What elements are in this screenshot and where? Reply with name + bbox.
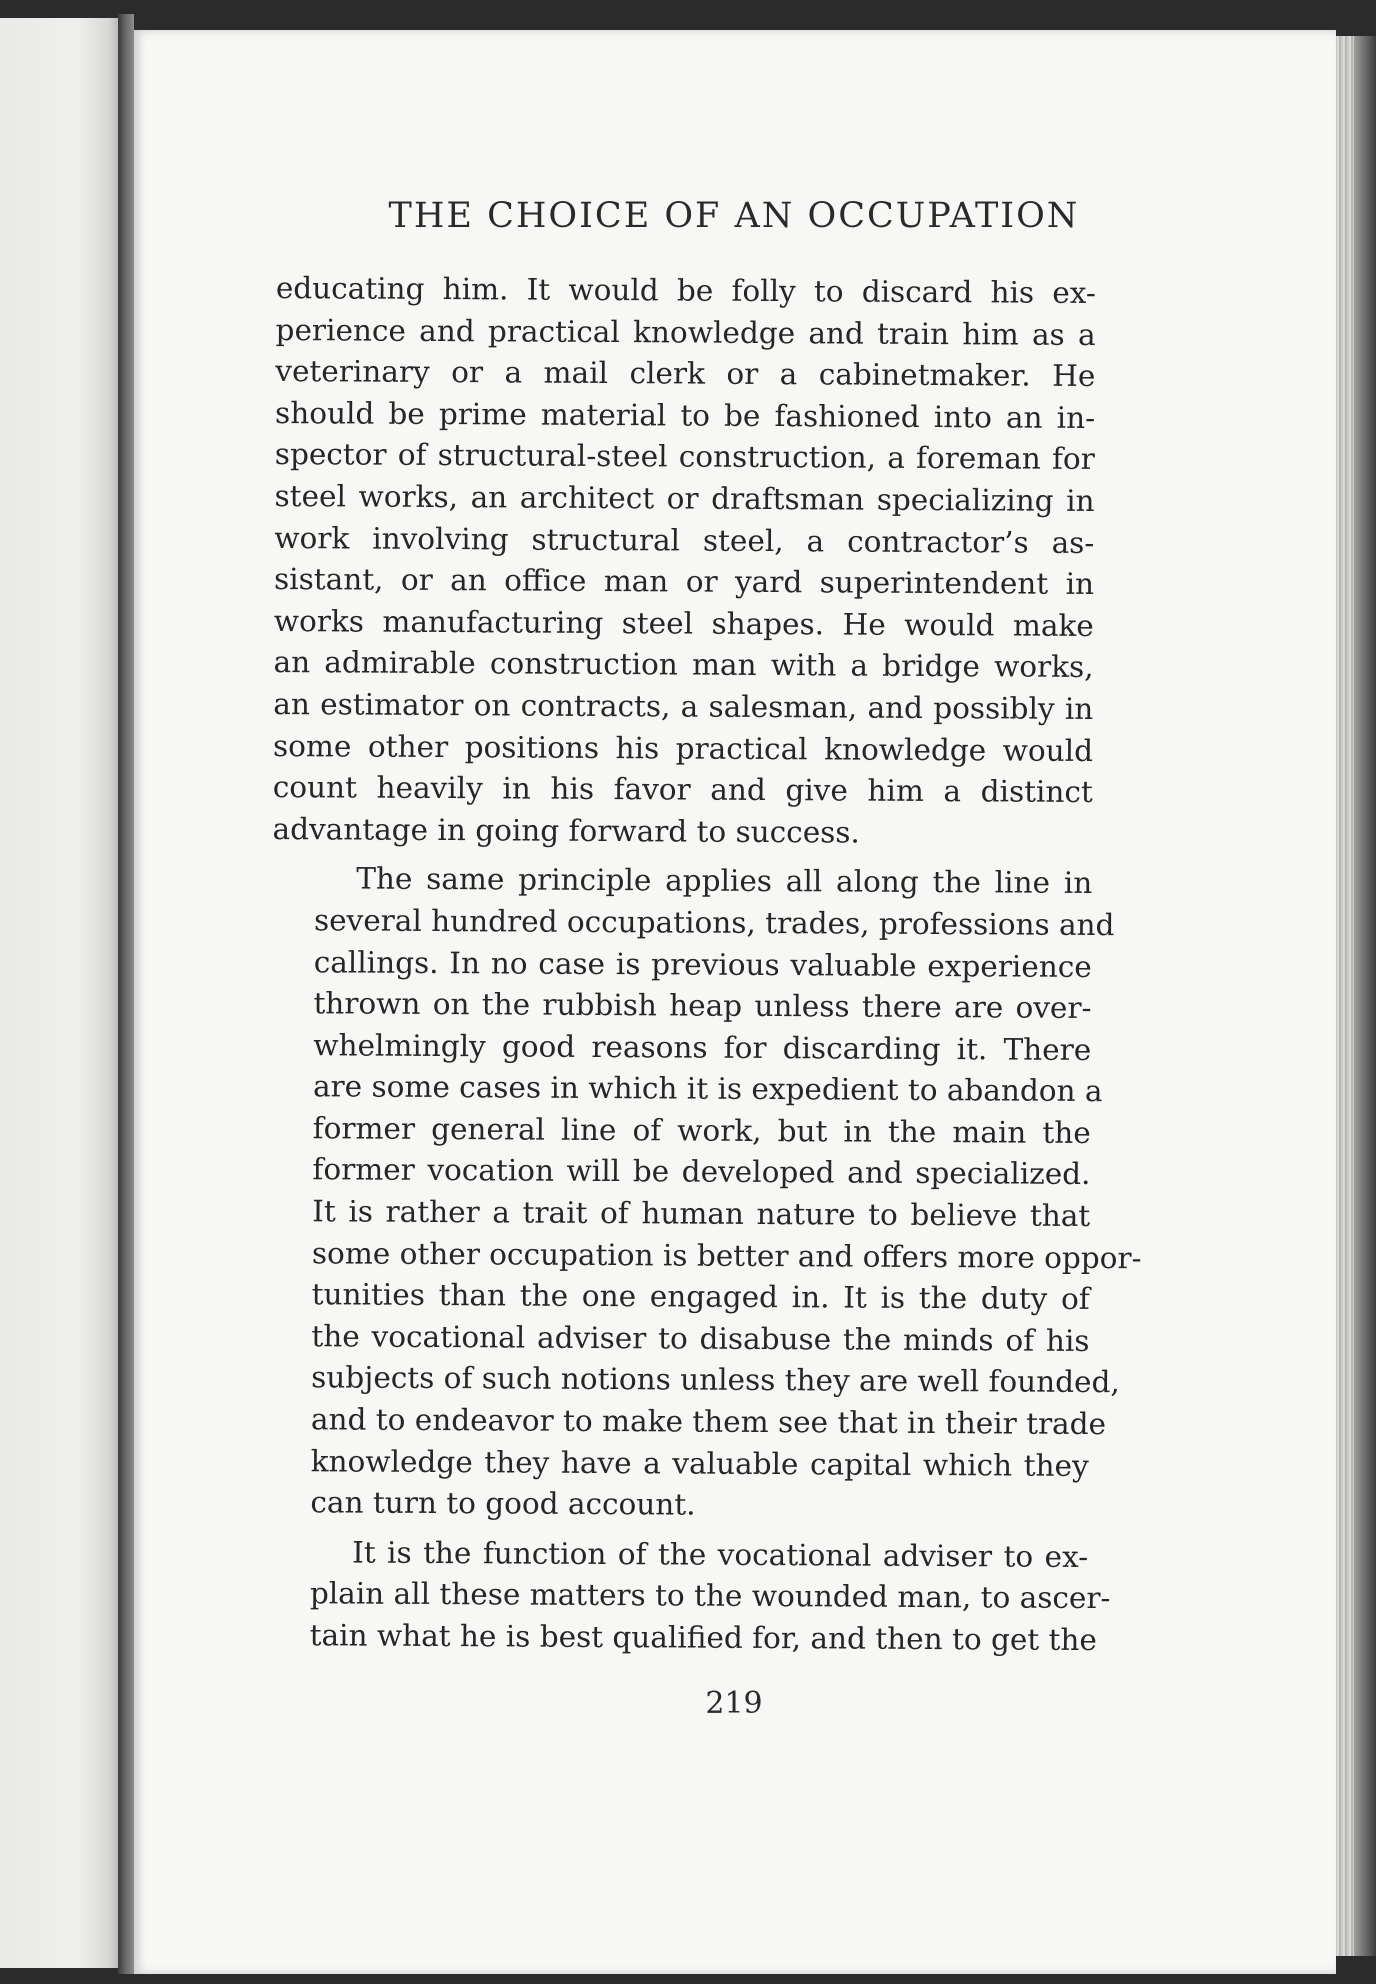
book-gutter bbox=[118, 14, 134, 1974]
text-line: advantage in going forward to success. bbox=[272, 811, 860, 850]
text-line: subjects of such notions unless they are well founded, bbox=[311, 1360, 1120, 1400]
text-line: count heavily in his favor and give him a distinct bbox=[272, 770, 1093, 810]
text-line: tain what he is best qualified for, and then to get the bbox=[309, 1618, 1098, 1658]
facing-page-edge bbox=[0, 18, 128, 1968]
text-line: can turn to good account. bbox=[310, 1485, 696, 1522]
text-line: educating him. It would be folly to discard his ex- bbox=[275, 270, 1096, 311]
text-line: an estimator on contracts, a salesman, and possibly in bbox=[273, 686, 1094, 726]
running-head: THE CHOICE OF AN OCCUPATION bbox=[388, 196, 1080, 236]
text-line: perience and practical knowledge and train him as a bbox=[275, 312, 1096, 352]
text-line: It is rather a trait of human nature to believe that bbox=[312, 1194, 1091, 1234]
text-line: the vocational adviser to disabuse the minds of his bbox=[311, 1319, 1090, 1358]
text-line: former vocation will be developed and specialized. bbox=[312, 1152, 1091, 1192]
text-line: tunities than the one engaged in. It is the duty of bbox=[311, 1277, 1090, 1317]
text-line: are some cases in which it is expedient to abandon a bbox=[312, 1069, 1103, 1109]
text-line: veterinary or a mail clerk or a cabinetmaker. He bbox=[275, 354, 1096, 394]
text-line: some other positions his practical knowledge would bbox=[272, 728, 1094, 768]
text-line: plain all these matters to the wounded man, to ascer- bbox=[309, 1576, 1111, 1616]
text-line: sistant, or an office man or yard superintendent in bbox=[273, 562, 1095, 602]
text-line: an admirable construction man with a bridge works, bbox=[273, 645, 1094, 685]
text-line: steel works, an architect or draftsman specializing in bbox=[274, 478, 1095, 518]
text-line: and to endeavor to make them see that in their trade bbox=[310, 1402, 1107, 1442]
paragraph-2 bbox=[268, 858, 1142, 1528]
text-line: some other occupation is better and offers more oppor- bbox=[311, 1235, 1142, 1275]
book-cover-edge bbox=[1354, 36, 1376, 1956]
text-line: knowledge they have a valuable capital which they bbox=[310, 1443, 1089, 1483]
paragraph-1 bbox=[272, 268, 1096, 855]
text-line: whelmingly good reasons for discarding it. There bbox=[313, 1027, 1092, 1067]
text-line: thrown on the rubbish heap unless there are over- bbox=[313, 986, 1092, 1026]
text-line: It is the function of the vocational adviser to ex- bbox=[352, 1535, 1089, 1574]
text-line: The same principle applies all along the line in bbox=[356, 861, 1093, 901]
text-line: spector of structural-steel construction, a foreman for bbox=[274, 437, 1095, 477]
text-line: callings. In no case is previous valuable experience bbox=[313, 944, 1092, 984]
page-number: 219 bbox=[705, 1686, 763, 1721]
text-line: should be prime material to be fashioned into an in- bbox=[275, 395, 1096, 435]
text-line: several hundred occupations, trades, professions and bbox=[313, 903, 1115, 943]
text-line: work involving structural steel, a contractor’s as- bbox=[274, 520, 1095, 560]
body-text bbox=[268, 268, 1142, 1662]
text-line: former general line of work, but in the main the bbox=[312, 1111, 1091, 1150]
page-stack-edge bbox=[1336, 36, 1354, 1956]
paragraph-3 bbox=[268, 1532, 1111, 1662]
text-line: works manufacturing steel shapes. He would make bbox=[273, 603, 1094, 643]
